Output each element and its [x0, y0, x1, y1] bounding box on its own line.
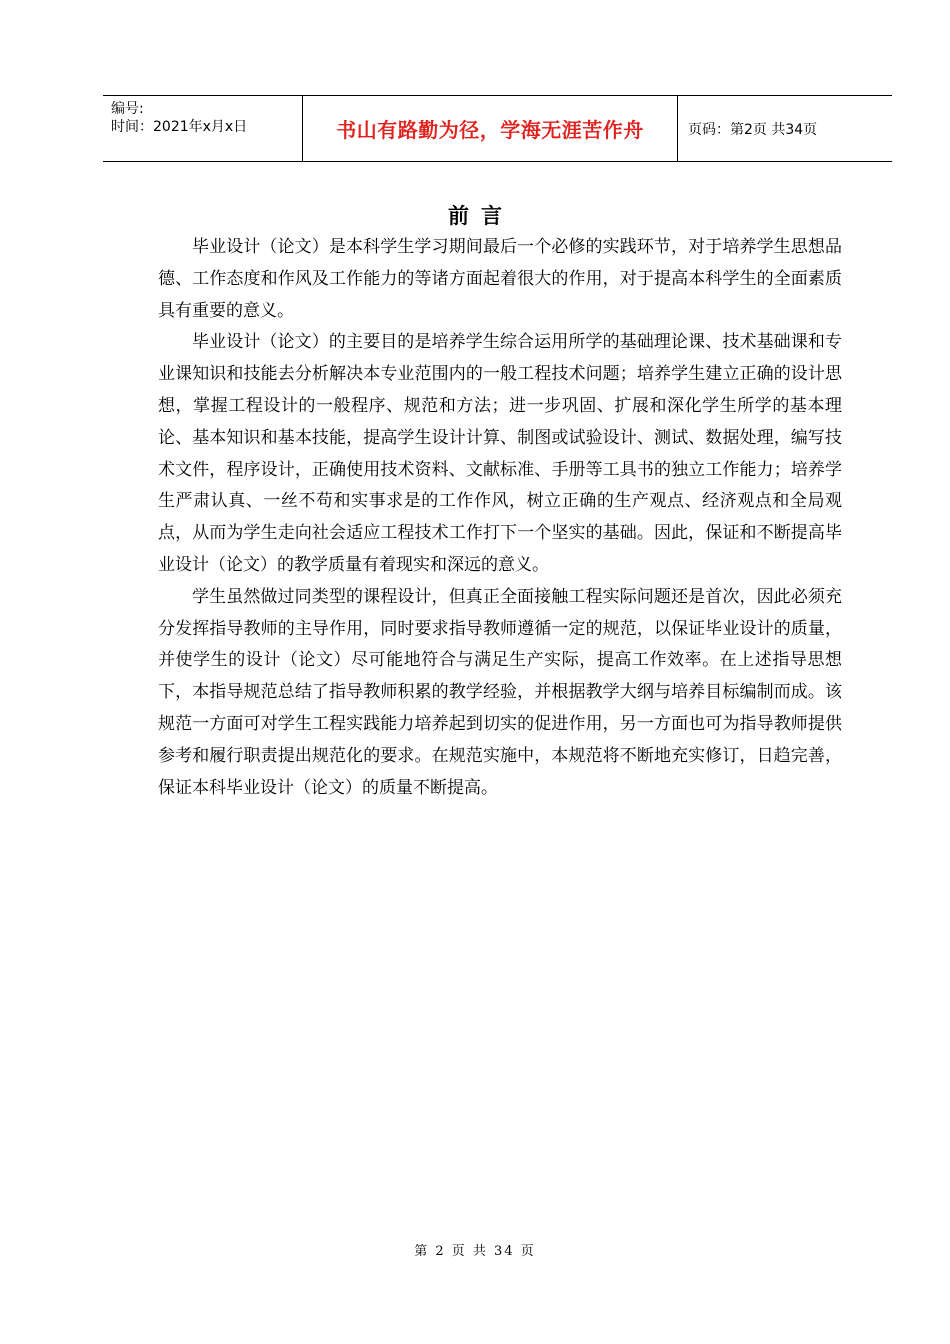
header-motto: 书山有路勤为径，学海无涯苦作舟 — [303, 96, 678, 161]
time-label: 时间：2021年x月x日 — [111, 119, 248, 135]
paragraph-2: 毕业设计（论文）的主要目的是培养学生综合运用所学的基础理论课、技术基础课和专业课知识和技能去分析解决本专业范围内的一般工程技术问题；培养学生建立正确的设计思想，掌握工程设计的一般程序、规范和方法；进一步巩固、扩展和深化学生所学的基本理论、基本知识和基本技能，提高学生设计计算、制图或试验设计、测试、数据处理，编写技术文件，程序设计，正确使用技术资料、文献标准、手册等工具书的独立工作能力；培养学生严肃认真、一丝不苟和实事求是的工作作风，树立正确的生产观点、经济观点和全局观点，从而为学生走向社会适应工程技术工作打下一个坚实的基础。因此，保证和不断提高毕业设计（论文）的教学质量有着现实和深远的意义。 — [158, 332, 842, 575]
paragraph-1: 毕业设计（论文）是本科学生学习期间最后一个必修的实践环节，对于培养学生思想品德、工作态度和作风及工作能力的等诸方面起着很大的作用，对于提高本科学生的全面素质具有重要的意义。 — [158, 237, 842, 321]
document-body — [158, 232, 842, 804]
paragraph-3: 学生虽然做过同类型的课程设计，但真正全面接触工程实际问题还是首次，因此必须充分发挥指导教师的主导作用，同时要求指导教师遵循一定的规范，以保证毕业设计的质量，并使学生的设计（论文）尽可能地符合与满足生产实际，提高工作效率。在上述指导思想下，本指导规范总结了指导教师积累的教学经验，并根据教学大纲与培养目标编制而成。该规范一方面可对学生工程实践能力培养起到切实的促进作用，另一方面也可为指导教师提供参考和履行职责提出规范化的要求。在规范实施中，本规范将不断地充实修订，日趋完善，保证本科毕业设计（论文）的质量不断提高。 — [158, 586, 842, 798]
document-title: 前言 — [448, 203, 514, 228]
page-header — [103, 95, 892, 162]
serial-label: 编号: — [111, 101, 144, 117]
header-page-code: 页码：第2页 共34页 — [688, 121, 818, 138]
header-meta — [103, 96, 303, 161]
page-footer: 第 2 页 共 34 页 — [414, 1244, 536, 1259]
